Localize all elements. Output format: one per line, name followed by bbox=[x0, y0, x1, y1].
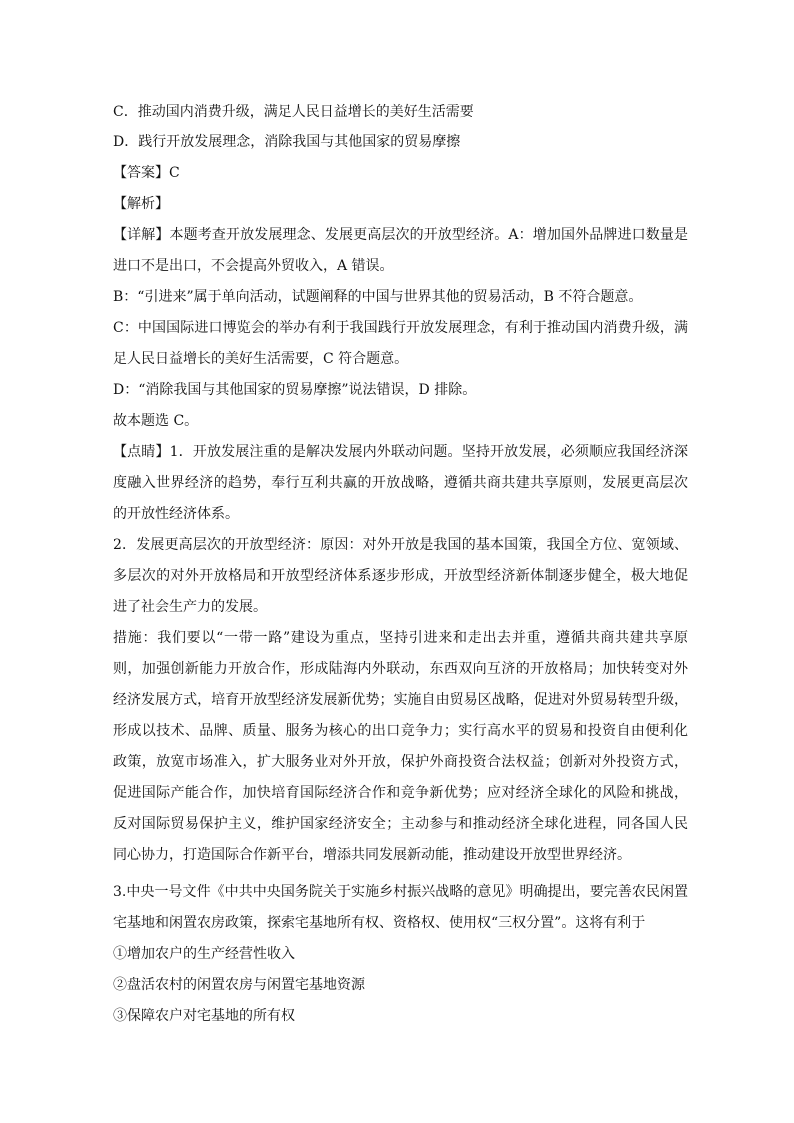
measures-paragraph-line: 反对国际贸易保护主义，维护国家经济安全；主动参与和推动经济全球化进程，同各国人民 bbox=[113, 816, 688, 832]
analysis-heading: 【解析】 bbox=[113, 196, 169, 212]
detail-paragraph-line: 进口不是出口，不会提高外贸收入，A 错误。 bbox=[113, 258, 394, 274]
detail-c-line: C：中国国际进口博览会的举办有利于我国践行开放发展理念，有利于推动国内消费升级，满 bbox=[113, 320, 688, 336]
measures-paragraph-line: 促进国际产能合作，加快培育国际经济合作和竞争新优势；应对经济全球化的风险和挑战， bbox=[113, 785, 688, 801]
measures-paragraph-line: 经济发展方式，培育开放型经济发展新优势；实施自由贸易区战略，促进对外贸易转型升级， bbox=[113, 692, 688, 708]
detail-c-line: 足人民日益增长的美好生活需要，C 符合题意。 bbox=[113, 351, 409, 367]
measures-paragraph-line: 同心协力，打造国际合作新平台，增添共同发展新动能，推动建设开放型世界经济。 bbox=[113, 847, 631, 863]
question-3-option-1: ①增加农户的生产经营性收入 bbox=[113, 946, 295, 962]
reason-paragraph-line: 多层次的对外开放格局和开放型经济体系逐步形成，开放型经济新体制逐步健全，极大地促 bbox=[113, 568, 688, 584]
detail-paragraph-line: 【详解】本题考查开放发展理念、发展更高层次的开放型经济。A：增加国外品牌进口数量是 bbox=[113, 227, 688, 243]
question-3-stem-line: 3.中央一号文件《中共中央国务院关于实施乡村振兴战略的意见》明确提出，要完善农民闲置 bbox=[113, 884, 688, 900]
question-3-stem-line: 宅基地和闲置农房政策，探索宅基地所有权、资格权、使用权“三权分置”。这将有利于 bbox=[113, 915, 646, 931]
option-d-text: D．践行开放发展理念，消除我国与其他国家的贸易摩擦 bbox=[113, 134, 461, 150]
tips-paragraph-line: 【点睛】1．开放发展注重的是解决发展内外联动问题。坚持开放发展，必须顺应我国经济深 bbox=[113, 444, 688, 460]
conclusion-line: 故本题选 C。 bbox=[113, 413, 199, 429]
question-3-option-2: ②盘活农村的闲置农房与闲置宅基地资源 bbox=[113, 977, 365, 993]
tips-paragraph-line: 度融入世界经济的趋势，奉行互利共赢的开放战略，遵循共商共建共享原则，发展更高层次 bbox=[113, 475, 688, 491]
tips-paragraph-line: 的开放性经济体系。 bbox=[113, 506, 239, 522]
detail-b-line: B：“引进来”属于单向活动，试题阐释的中国与世界其他的贸易活动，B 不符合题意。 bbox=[113, 289, 643, 305]
measures-paragraph-line: 措施：我们要以“一带一路”建设为重点，坚持引进来和走出去并重，遵循共商共建共享原 bbox=[113, 630, 688, 646]
detail-d-line: D：“消除我国与其他国家的贸易摩擦”说法错误，D 排除。 bbox=[113, 382, 477, 398]
question-3-option-3: ③保障农户对宅基地的所有权 bbox=[113, 1008, 295, 1024]
reason-paragraph-line: 2．发展更高层次的开放型经济：原因：对外开放是我国的基本国策，我国全方位、宽领域、 bbox=[113, 537, 688, 553]
option-c-text: C．推动国内消费升级，满足人民日益增长的美好生活需要 bbox=[113, 104, 474, 120]
answer-line: 【答案】C bbox=[113, 165, 180, 181]
reason-paragraph-line: 进了社会生产力的发展。 bbox=[113, 599, 267, 615]
measures-paragraph-line: 政策，放宽市场准入，扩大服务业对外开放，保护外商投资合法权益；创新对外投资方式， bbox=[113, 754, 688, 770]
measures-paragraph-line: 则，加强创新能力开放合作，形成陆海内外联动，东西双向互济的开放格局；加快转变对外 bbox=[113, 661, 688, 677]
measures-paragraph-line: 形成以技术、品牌、质量、服务为核心的出口竞争力；实行高水平的贸易和投资自由便利化 bbox=[113, 723, 688, 739]
